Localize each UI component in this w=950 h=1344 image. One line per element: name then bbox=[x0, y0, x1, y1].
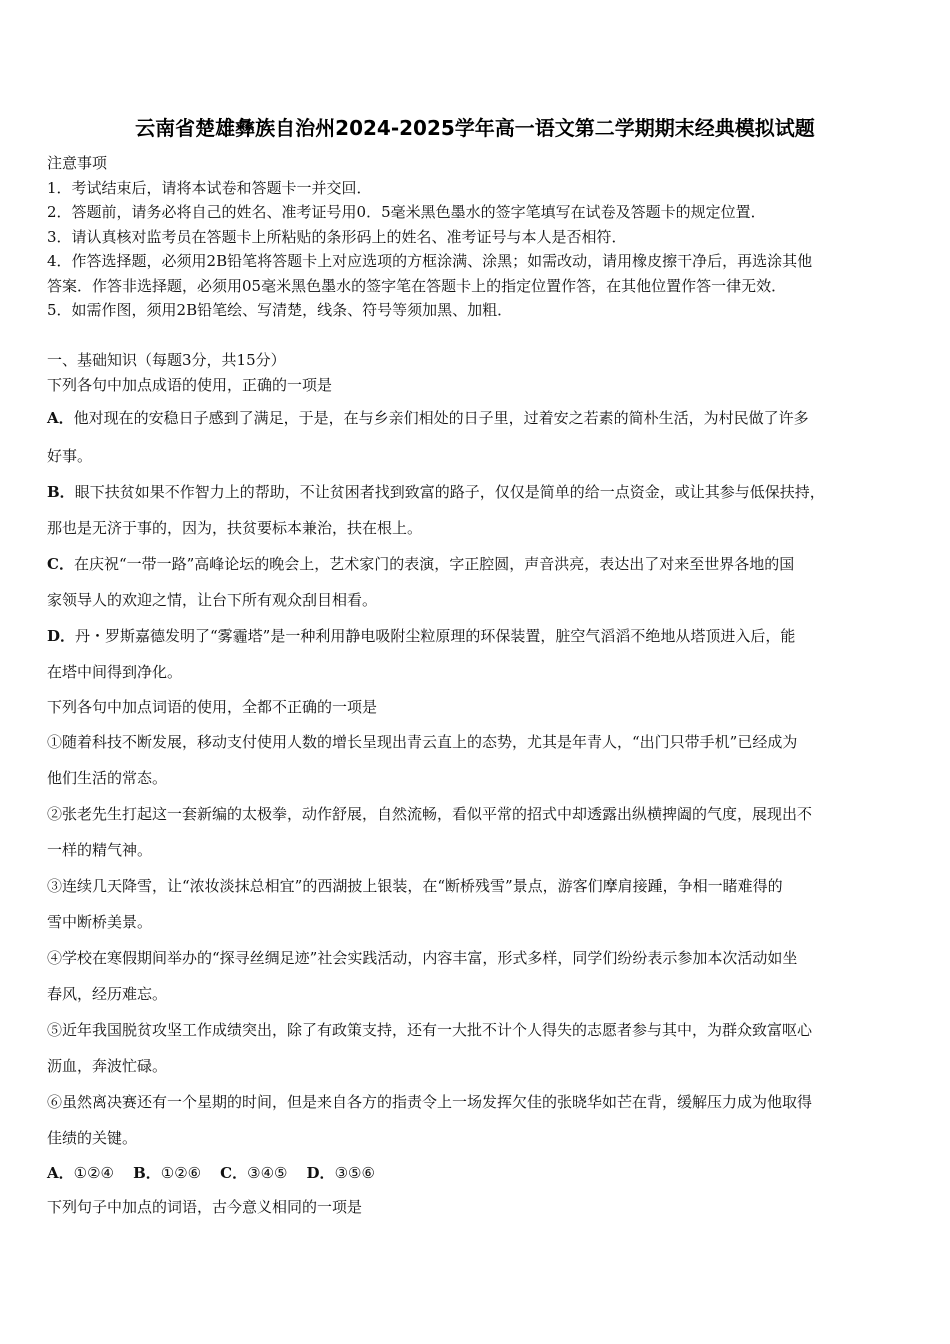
option-label: A． bbox=[47, 409, 74, 427]
basic-knowledge-section bbox=[47, 348, 907, 1224]
notice-item: 3．请认真核对监考员在答题卡上所粘贴的条形码上的姓名、准考证号与本人是否相符． bbox=[47, 227, 627, 246]
question-2-stem: 下列各句中加点词语的使用，全都不正确的一项是 bbox=[47, 698, 378, 716]
choice-value: ①②④ bbox=[73, 1164, 114, 1182]
choice-value: ③⑤⑥ bbox=[334, 1164, 375, 1182]
option-b bbox=[47, 474, 907, 510]
question-3-stem: 下列句子中加点的词语，古今意义相同的一项是 bbox=[47, 1198, 363, 1216]
option-d bbox=[47, 618, 907, 654]
statement-1: ①随着科技不断发展，移动支付使用人数的增长呈现出青云直上的态势，尤其是年青人，“出门只带手机”已经成为 bbox=[47, 733, 798, 751]
statement-2: ②张老先生打起这一套新编的太极拳，动作舒展，自然流畅，看似平常的招式中却透露出纵横捭阖的气度，展现出不 bbox=[47, 805, 813, 823]
option-text: 在庆祝“一带一路”高峰论坛的晚会上，艺术家门的表演，字正腔圆，声音洪亮，表达出了对来至世界各地的国 bbox=[73, 555, 795, 573]
notice-section bbox=[47, 151, 907, 323]
choice-label: C． bbox=[220, 1164, 248, 1182]
option-b-continued: 那也是无济于事的，因为，扶贫要标本兼治，扶在根上。 bbox=[47, 519, 423, 537]
statement-2-continued: 一样的精气神。 bbox=[47, 841, 153, 859]
option-label: D． bbox=[47, 627, 76, 645]
option-text: 他对现在的安稳日子感到了满足，于是，在与乡亲们相处的日子里，过着安之若素的简朴生活，为村民做了许多 bbox=[73, 409, 809, 427]
question-1-stem: 下列各句中加点成语的使用，正确的一项是 bbox=[47, 376, 333, 394]
option-d-continued: 在塔中间得到净化。 bbox=[47, 663, 183, 681]
answer-choices bbox=[47, 1156, 907, 1190]
option-text: 眼下扶贫如果不作智力上的帮助，不让贫困者找到致富的路子，仅仅是简单的给一点资金，或让其参与低保扶持， bbox=[74, 483, 825, 501]
notice-item: 答案．作答非选择题，必须用05毫米黑色墨水的签字笔在答题卡上的指定位置作答，在其他位置作答一律无效． bbox=[47, 276, 787, 295]
statement-4: ④学校在寒假期间举办的“探寻丝绸足迹”社会实践活动，内容丰富，形式多样，同学们纷纷表示参加本次活动如坐 bbox=[47, 949, 798, 967]
statement-6-continued: 佳绩的关键。 bbox=[47, 1129, 138, 1147]
option-c-continued: 家领导人的欢迎之情，让台下所有观众刮目相看。 bbox=[47, 591, 378, 609]
choice-value: ③④⑤ bbox=[247, 1164, 288, 1182]
statement-3: ③连续几天降雪，让“浓妆淡抹总相宜”的西湖披上银装，在“断桥残雪”景点，游客们摩肩接踵，争相一睹难得的 bbox=[47, 877, 783, 895]
statement-4-continued: 春风，经历难忘。 bbox=[47, 985, 168, 1003]
notice-heading: 注意事项 bbox=[47, 154, 108, 172]
option-c bbox=[47, 546, 907, 582]
choice-label: D． bbox=[306, 1164, 335, 1182]
choice-value: ①②⑥ bbox=[160, 1164, 202, 1182]
option-a bbox=[47, 398, 907, 438]
page-title: 云南省楚雄彝族自治州2024-2025学年高一语文第二学期期末经典模拟试题 bbox=[135, 116, 815, 140]
notice-item: 2．答题前，请务必将自己的姓名、准考证号用0．5毫米黑色墨水的签字笔填写在试卷及答题卡的规定位置． bbox=[47, 203, 766, 221]
section-heading: 一、基础知识（每题3分，共15分） bbox=[47, 351, 286, 369]
notice-item: 1．考试结束后，请将本试卷和答题卡一并交回． bbox=[47, 178, 372, 197]
option-label: C． bbox=[47, 555, 74, 573]
statement-6: ⑥虽然离决赛还有一个星期的时间，但是来自各方的指责令上一场发挥欠佳的张晓华如芒在背，缓解压力成为他取得 bbox=[47, 1093, 813, 1111]
choice-label: B． bbox=[133, 1164, 161, 1182]
notice-item: 4．作答选择题，必须用2B铅笔将答题卡上对应选项的方框涂满、涂黑；如需改动，请用橡皮擦干净后，再选涂其他 bbox=[47, 252, 813, 270]
choice-label: A． bbox=[47, 1164, 74, 1182]
statement-5-continued: 沥血，奔波忙碌。 bbox=[47, 1057, 168, 1075]
statement-1-continued: 他们生活的常态。 bbox=[47, 769, 168, 787]
option-label: B． bbox=[47, 483, 75, 501]
option-text: 丹・罗斯嘉德发明了“雾霾塔”是一种利用静电吸附尘粒原理的环保装置，脏空气滔滔不绝地从塔顶进入后，能 bbox=[75, 627, 796, 645]
notice-item: 5．如需作图，须用2B铅笔绘、写清楚，线条、符号等须加黑、加粗． bbox=[47, 301, 513, 319]
statement-5: ⑤近年我国脱贫攻坚工作成绩突出，除了有政策支持，还有一大批不计个人得失的志愿者参与其中，为群众致富呕心 bbox=[47, 1021, 813, 1039]
option-a-continued: 好事。 bbox=[47, 447, 93, 465]
statement-3-continued: 雪中断桥美景。 bbox=[47, 913, 153, 931]
